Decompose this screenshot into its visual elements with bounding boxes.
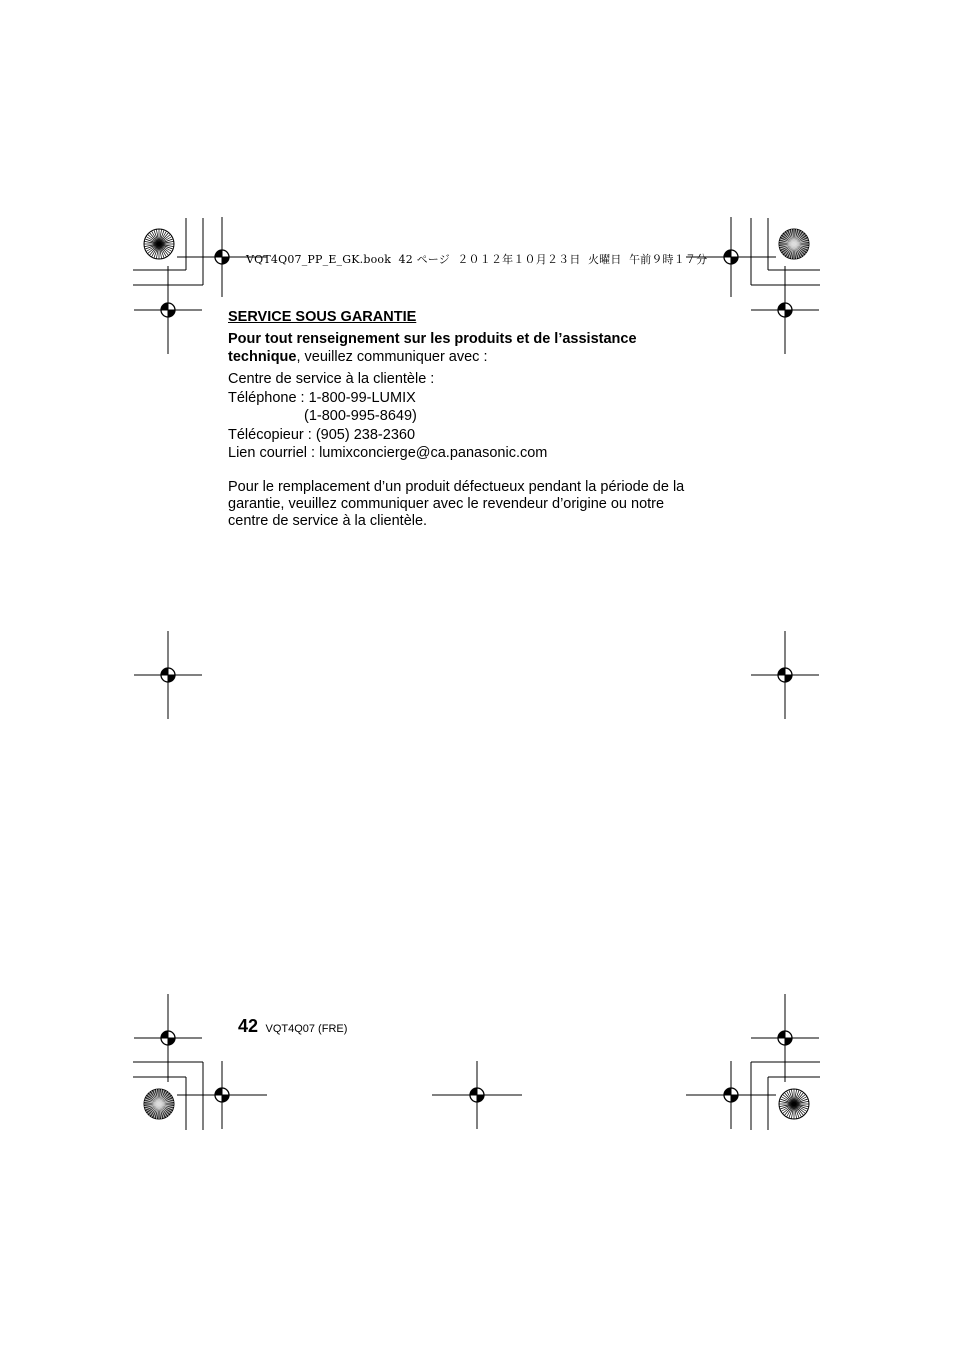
note-line-1: Pour le remplacement d’un produit défectueux pendant la période de la	[228, 478, 685, 495]
note-line-3: centre de service à la clientèle.	[228, 512, 428, 529]
contact-email: Lien courriel : lumixconcierge@ca.panasonic.com	[228, 445, 548, 461]
contact-phone-alt: (1-800-995-8649)	[304, 408, 417, 424]
contact-center: Centre de service à la clientèle :	[228, 371, 435, 387]
registration-target	[686, 1061, 776, 1129]
intro-bold-line-1: Pour tout renseignement sur les produits et de l’assistance	[228, 331, 637, 347]
page-number: 42	[238, 1016, 259, 1036]
registration-target	[134, 631, 202, 719]
registration-target	[177, 1061, 267, 1129]
section-heading: SERVICE SOUS GARANTIE	[228, 309, 417, 325]
intro-rest: , veuillez communiquer avec :	[296, 349, 488, 365]
print-slug: VQT4Q07_PP_E_GK.book 42 ページ ２０１２年１０月２３日 火曜日 午前９時１７分	[246, 253, 708, 266]
star-target	[779, 229, 809, 259]
contact-block	[228, 370, 708, 463]
note-line-2: garantie, veuillez communiquer avec le revendeur d’origine ou notre	[228, 495, 665, 512]
registration-target	[751, 994, 819, 1082]
contact-phone: Téléphone : 1-800-99-LUMIX	[228, 389, 416, 406]
intro-paragraph	[228, 330, 708, 366]
registration-target	[134, 994, 202, 1082]
registration-target	[751, 631, 819, 719]
star-target	[144, 229, 174, 259]
page-footer	[238, 1016, 347, 1037]
star-target	[779, 1089, 809, 1119]
replacement-note	[228, 479, 708, 530]
intro-bold-line-2: technique	[228, 349, 297, 365]
contact-fax: Télécopieur : (905) 238-2360	[228, 426, 416, 443]
doc-code: VQT4Q07 (FRE)	[265, 1023, 348, 1035]
warranty-section	[228, 308, 708, 530]
registration-target	[432, 1061, 522, 1129]
registration-target	[134, 266, 202, 354]
registration-target	[751, 266, 819, 354]
star-target	[144, 1089, 174, 1119]
